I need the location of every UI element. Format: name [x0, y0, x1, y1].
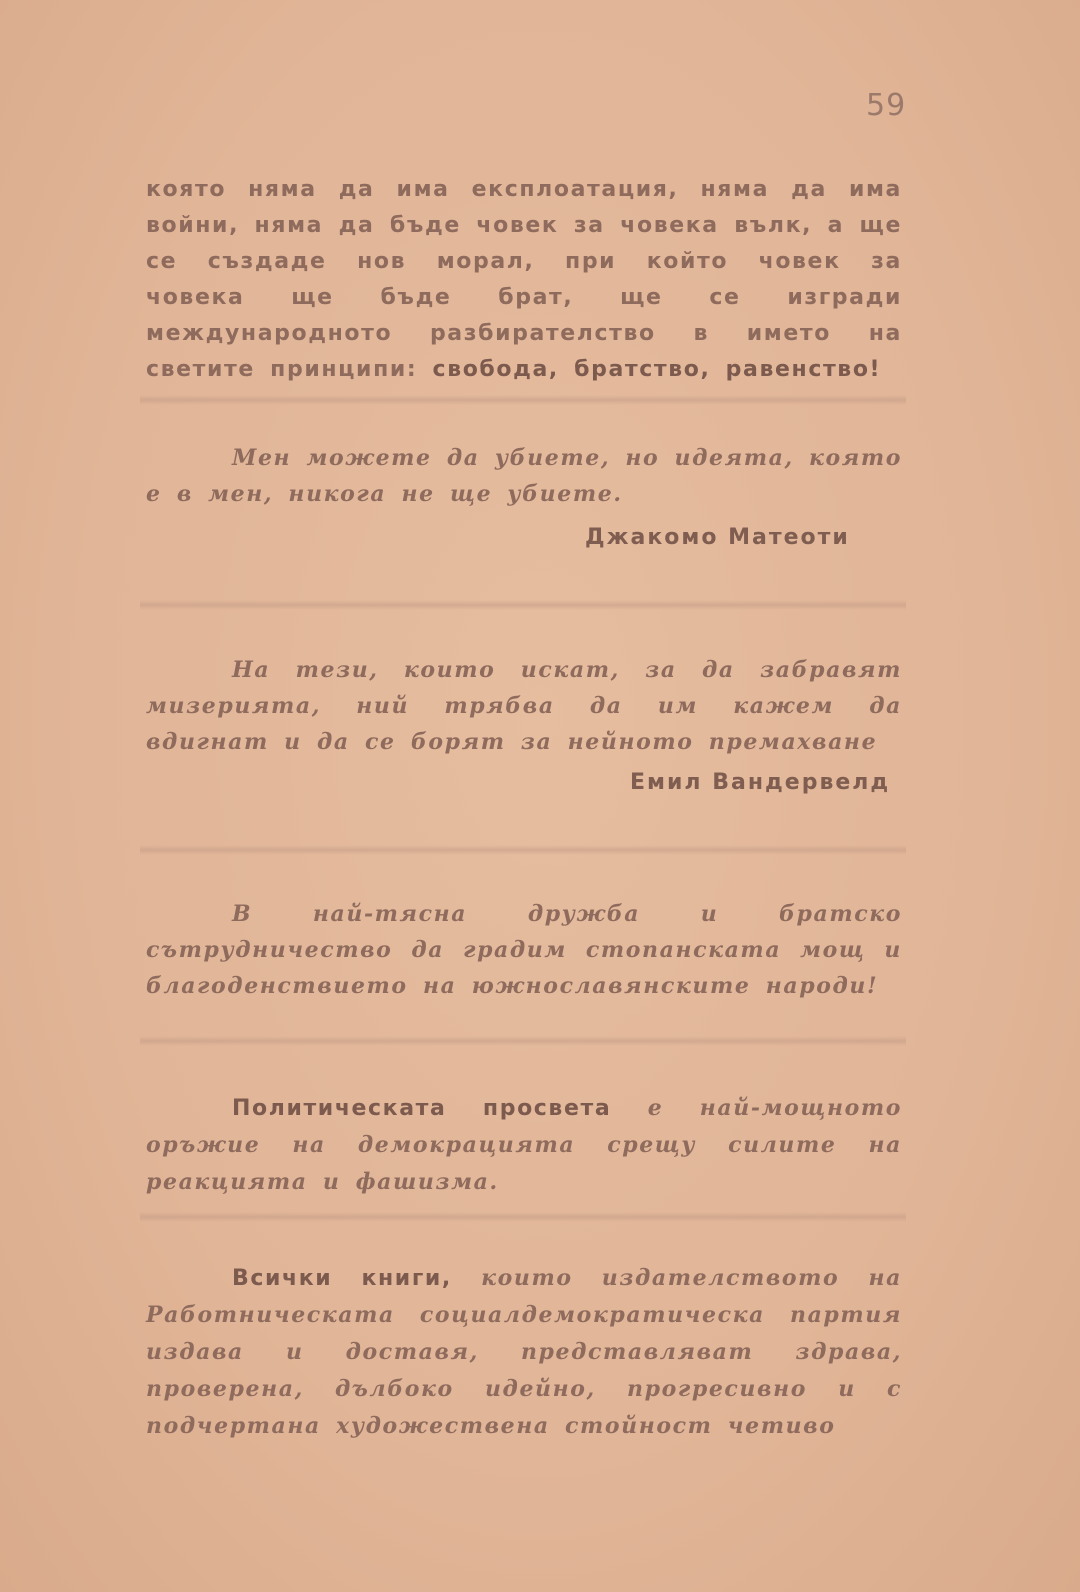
quote-text: В най-тясна дружба и братско сътрудничество да градим стопанската мощ и благоденствието на южнославянските народи! — [146, 901, 902, 999]
political-education-paragraph — [146, 1090, 902, 1201]
opening-paragraph — [146, 172, 902, 388]
quote-friendship — [146, 896, 902, 1004]
quote-vandervelde — [146, 652, 902, 760]
quote-matteotti — [146, 440, 902, 512]
opening-emphasis: свобода, братство, равенство! — [432, 357, 882, 382]
paragraph-text: е най-мощното оръжие на демокрацията срещу силите на реакцията и фашизма. — [146, 1095, 903, 1195]
paragraph-lead: Политическата просвета — [232, 1096, 612, 1121]
books-paragraph — [146, 1260, 902, 1445]
quote-text: На тези, които искат, за да забравят мизерията, ний трябва да им кажем да вдигнат и да се борят за нейното премахване — [146, 657, 902, 755]
divider — [140, 395, 906, 405]
opening-text: която няма да има експлоатация, няма да има войни, няма да бъде човек за човека вълк, а ще се създаде нов морал, при който човек за човека ще бъде брат, ще се изгради международното разбирателство в името на светите принципи: — [146, 177, 902, 382]
quote-author: Емил Вандервелд — [630, 770, 891, 795]
divider — [140, 1212, 906, 1222]
divider — [140, 845, 906, 855]
divider — [140, 1036, 906, 1046]
divider — [140, 600, 906, 610]
page-number: 59 — [866, 88, 907, 123]
quote-author: Джакомо Матеоти — [585, 525, 850, 550]
quote-text: Мен можете да убиете, но идеята, която е в мен, никога не ще убиете. — [146, 445, 902, 507]
paragraph-text: които издателството на Работническата социалдемократическа партия издава и доставя, представляват здрава, проверена, дълбоко идейно, прогресивно и с подчертана художествена стойност четиво — [146, 1265, 902, 1439]
paragraph-lead: Всички книги, — [232, 1266, 452, 1291]
